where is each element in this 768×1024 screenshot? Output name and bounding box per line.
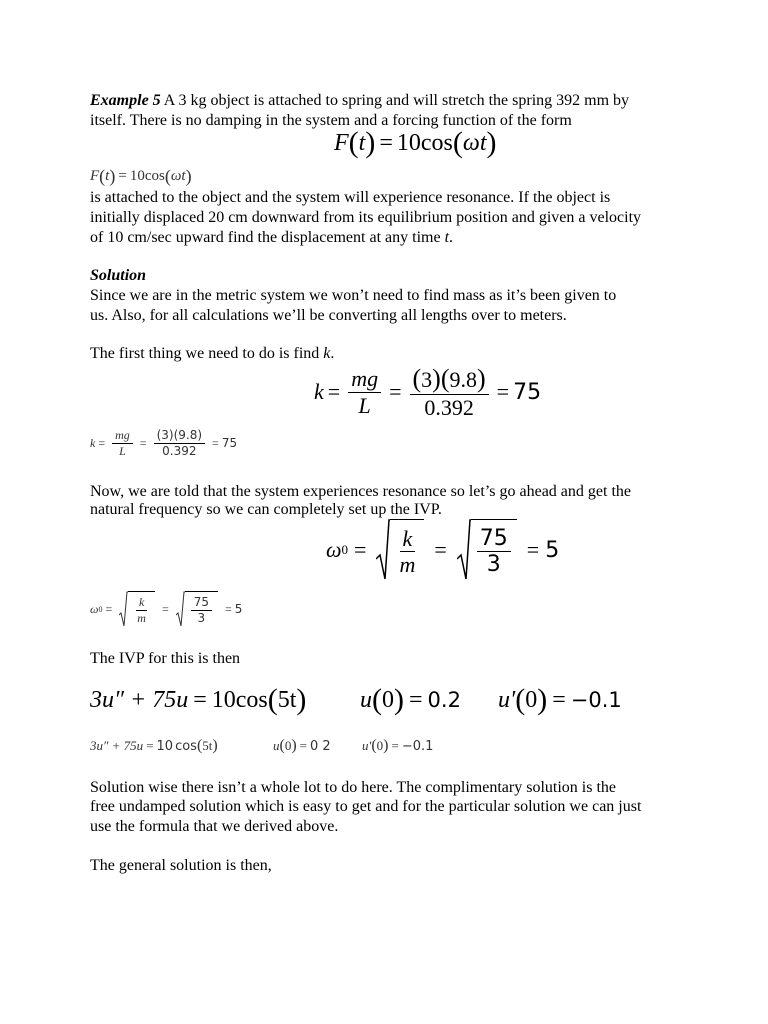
example-label: Example 5 [90,92,161,109]
closing-line-1: Solution wise there isn’t a whole lot to do here. The complimentary solution is the [90,779,616,796]
ivp-equation-small: 3u″ + 75u = 10 cos ( 5t ) u ( 0 ) = 0 2 u′ ( 0 ) = −0.1 [90,737,434,754]
omega-equation-large: ω 0 = $\frac{k}{m}$ = $\frac{75}{3}$ = 5 [326,518,559,582]
example-line-5: of 10 cm/sec upward find the displacement at any time t. [90,229,454,246]
example-line-2: itself. There is no damping in the system and a forcing function of the form [90,112,572,129]
forcing-equation-small: F ( t ) = 10 cos ( ω t ) [90,165,192,186]
k-equation-large: k = $\frac{mg}{L}$ = $\frac{(3)(9.8)}{0.392}$ = 75 [314,364,542,420]
find-k-intro: The first thing we need to do is find k. [90,345,335,362]
forcing-equation-large: F ( t ) = 10 cos ( ω t ) [334,126,497,159]
solution-heading: Solution [90,267,147,284]
closing-line-3: use the formula that we derived above. [90,818,339,835]
omega-intro-line-2: natural frequency so we can completely set up the IVP. [90,501,442,518]
example-statement [90,91,690,111]
solution-line-2: us. Also, for all calculations we’ll be converting all lengths over to meters. [90,307,567,324]
ivp-equation-large: 3u″ + 75u = 10 cos ( 5t ) u ( 0 ) = 0.2 u′ ( 0 ) = −0.1 [90,683,622,716]
example-line-3: is attached to the object and the system will experience resonance. If the object is [90,189,611,206]
solution-line-1: Since we are in the metric system we won’t need to find mass as it’s been given to [90,287,617,304]
omega-equation-small: ω 0 = $\frac{k}{m}$ = $\frac{75}{3}$ = 5 [90,588,242,630]
closing-line-2: free undamped solution which is easy to get and for the particular solution we can just [90,798,642,815]
omega-intro-line-1: Now, we are told that the system experiences resonance so let’s go ahead and get the [90,483,631,500]
example-line-4: initially displaced 20 cm downward from its equilibrium position and given a velocity [90,209,642,226]
k-equation-small: k = $\frac{mg}{L}$ = $\frac{(3)(9.8)}{0.392}$ = 75 [90,427,238,458]
general-solution-intro: The general solution is then, [90,857,272,874]
example-line-1: A 3 kg object is attached to spring and will stretch the spring 392 mm by [160,92,630,109]
ivp-intro: The IVP for this is then [90,650,241,667]
